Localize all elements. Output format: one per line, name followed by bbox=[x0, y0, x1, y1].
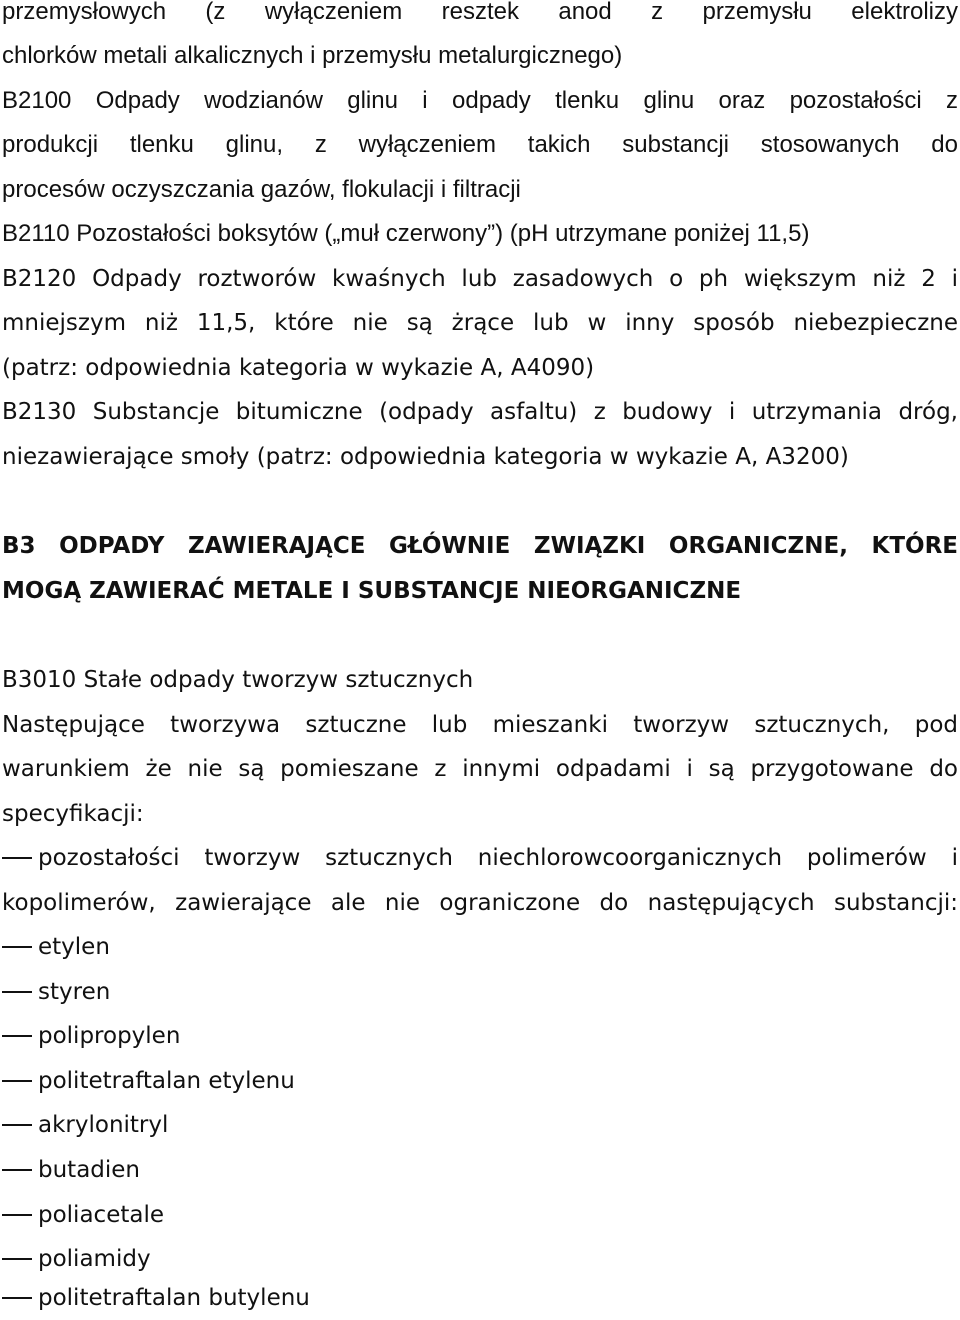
list-item-text: politetraftalan butylenu bbox=[38, 1285, 310, 1311]
text-line: procesów oczyszczania gazów, flokulacji i filtracji bbox=[2, 176, 521, 203]
dash-icon bbox=[2, 1080, 32, 1082]
dash-icon bbox=[2, 1035, 32, 1037]
text-line: B2120 Odpady roztworów kwaśnych lub zasadowych o ph większym niż 2 i bbox=[2, 266, 958, 292]
list-item bbox=[2, 925, 958, 969]
list-item bbox=[2, 1237, 958, 1281]
text-line: kopolimerów, zawierające ale nie ograniczone do następujących substancji: bbox=[2, 890, 958, 916]
list-item-text: poliacetale bbox=[38, 1202, 164, 1228]
dash-icon bbox=[2, 1297, 32, 1299]
subsection-title: B3010 Stałe odpady tworzyw sztucznych bbox=[2, 667, 474, 693]
list-item-text: akrylonitryl bbox=[38, 1112, 169, 1138]
text-line: specyfikacji: bbox=[2, 801, 144, 827]
dash-icon bbox=[2, 1258, 32, 1260]
list-item bbox=[2, 836, 958, 880]
dash-icon bbox=[2, 1214, 32, 1216]
list-item-text: pozostałości tworzyw sztucznych niechlorowcoorganicznych polimerów i bbox=[38, 845, 958, 871]
section-heading: MOGĄ ZAWIERAĆ METALE I SUBSTANCJE NIEORGANICZNE bbox=[2, 578, 742, 604]
list-item bbox=[2, 1014, 958, 1058]
text-line: produkcji tlenku glinu, z wyłączeniem takich substancji stosowanych do bbox=[2, 131, 958, 158]
dash-icon bbox=[2, 1124, 32, 1126]
text-line: (patrz: odpowiednia kategoria w wykazie A, A4090) bbox=[2, 355, 595, 381]
text-line: przemysłowych (z wyłączeniem resztek anod z przemysłu elektrolizy bbox=[2, 0, 958, 25]
dash-icon bbox=[2, 991, 32, 993]
list-item bbox=[2, 1103, 958, 1147]
dash-icon bbox=[2, 946, 32, 948]
list-item-text: butadien bbox=[38, 1157, 141, 1183]
section-heading: B3 ODPADY ZAWIERAJĄCE GŁÓWNIE ZWIĄZKI ORGANICZNE, KTÓRE bbox=[2, 533, 958, 559]
list-item-text: styren bbox=[38, 979, 111, 1005]
text-line: warunkiem że nie są pomieszane z innymi odpadami i są przygotowane do bbox=[2, 756, 958, 782]
dash-icon bbox=[2, 1169, 32, 1171]
text-line: B2110 Pozostałości boksytów („muł czerwony”) (pH utrzymane poniżej 11,5) bbox=[2, 220, 810, 247]
list-item bbox=[2, 970, 958, 1014]
text-line: chlorków metali alkalicznych i przemysłu metalurgicznego) bbox=[2, 42, 623, 69]
list-item-text: poliamidy bbox=[38, 1246, 151, 1272]
list-item-text: polipropylen bbox=[38, 1023, 181, 1049]
list-item bbox=[2, 1276, 958, 1320]
dash-icon bbox=[2, 857, 32, 859]
text-line: niezawierające smoły (patrz: odpowiednia kategoria w wykazie A, A3200) bbox=[2, 444, 849, 470]
list-item-text: etylen bbox=[38, 934, 110, 960]
list-item bbox=[2, 1148, 958, 1192]
list-item bbox=[2, 1193, 958, 1237]
list-item-text: politetraftalan etylenu bbox=[38, 1068, 295, 1094]
text-line: B2100 Odpady wodzianów glinu i odpady tlenku glinu oraz pozostałości z bbox=[2, 87, 958, 114]
text-line: Następujące tworzywa sztuczne lub mieszanki tworzyw sztucznych, pod bbox=[2, 712, 958, 738]
list-item bbox=[2, 1059, 958, 1103]
text-line: B2130 Substancje bitumiczne (odpady asfaltu) z budowy i utrzymania dróg, bbox=[2, 399, 958, 425]
text-line: mniejszym niż 11,5, które nie są żrące lub w inny sposób niebezpieczne bbox=[2, 310, 958, 336]
